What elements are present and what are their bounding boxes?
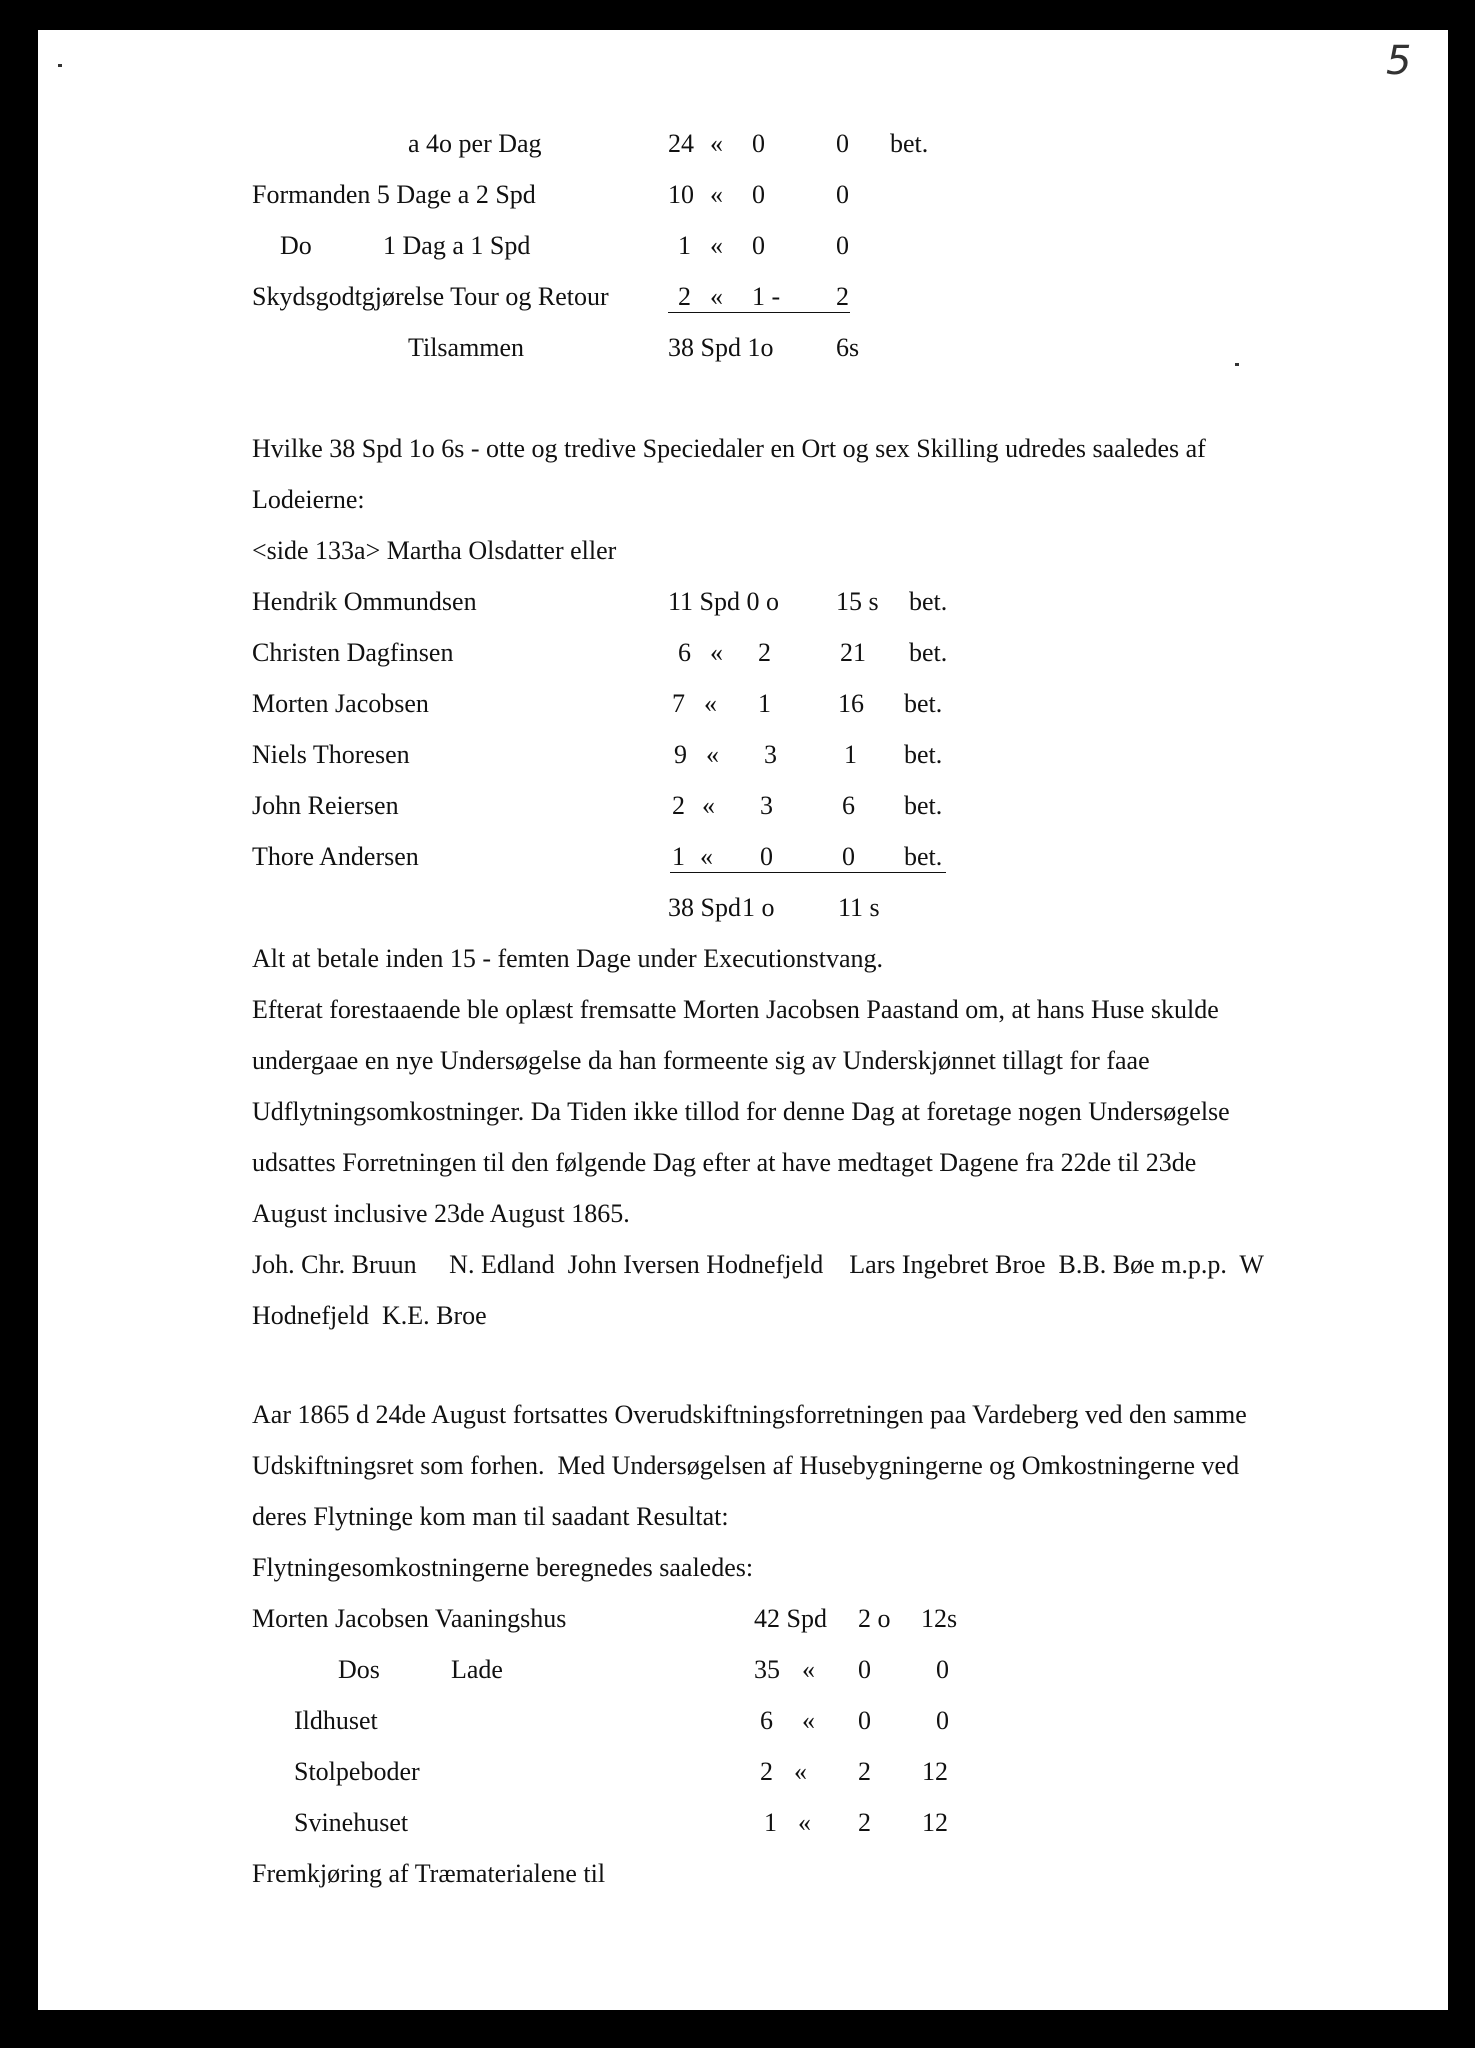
cost-c1: 1 — [764, 1808, 777, 1837]
owners-total-c3: 11 s — [838, 893, 880, 922]
cost-c1: 42 Spd — [754, 1604, 827, 1633]
cost-c4: 0 — [936, 1655, 949, 1684]
cost-c4: 12s — [921, 1604, 958, 1633]
owner-note: bet. — [909, 587, 948, 616]
wages-c3: 0 — [752, 231, 765, 260]
wages-c1: 10 — [668, 180, 694, 209]
text-line: <side 133a> Martha Olsdatter eller — [252, 536, 617, 565]
wages-label: Formanden 5 Dage a 2 Spd — [252, 180, 536, 209]
cost-label: Svinehuset — [294, 1808, 409, 1837]
owner-c3: 6 — [842, 791, 855, 820]
text-line: deres Flytninge kom man til saadant Resultat: — [252, 1502, 729, 1531]
document-page — [38, 30, 1448, 2010]
owner-c2: « — [706, 740, 719, 769]
cost-c4: 12 — [922, 1757, 948, 1786]
cost-c2: « — [798, 1808, 811, 1837]
owner-c3: 16 — [838, 689, 864, 718]
wages-c4: 0 — [836, 180, 849, 209]
wages-c1: 1 — [678, 231, 691, 260]
owner-c2: « — [702, 791, 715, 820]
cost-c2: « — [794, 1757, 807, 1786]
owner-note: bet. — [904, 740, 943, 769]
owner-note: bet. — [904, 791, 943, 820]
text-line: Flytningesomkostningerne beregnedes saaledes: — [252, 1553, 754, 1582]
owner-c1: 2 — [672, 791, 685, 820]
wages-c2: « — [710, 282, 723, 311]
cost-c1: 35 — [754, 1655, 780, 1684]
owners-total-c2: 1 o — [742, 893, 775, 922]
wages-note: bet. — [890, 129, 929, 158]
wages-c4: 2 — [836, 282, 849, 311]
cost-label: Lade — [451, 1655, 503, 1684]
wages-label: a 4o per Dag — [408, 129, 542, 158]
owner-name: Thore Andersen — [252, 842, 419, 871]
wages-c1: 2 — [678, 282, 691, 311]
wages-label-ditto: Do — [280, 231, 312, 260]
page-number: 5 — [1386, 38, 1412, 84]
cost-c1: 2 — [760, 1757, 773, 1786]
wages-c4: 0 — [836, 231, 849, 260]
owner-c1: 7 — [672, 689, 685, 718]
text-line: August inclusive 23de August 1865. — [252, 1199, 630, 1228]
owner-c3a: 2 — [758, 638, 771, 667]
owner-name: Hendrik Ommundsen — [252, 587, 477, 616]
wages-c1: 24 — [668, 129, 694, 158]
text-line: Hvilke 38 Spd 1o 6s - otte og tredive Speciedaler en Ort og sex Skilling udredes saaledes af — [252, 434, 1206, 463]
wages-label: Skydsgodtgjørelse Tour og Retour — [252, 282, 609, 311]
owner-c3a: 0 — [760, 842, 773, 871]
owner-c1: 11 Spd 0 o — [668, 587, 779, 616]
wages-c3: 0 — [752, 180, 765, 209]
text-line: udsattes Forretningen til den følgende Dag efter at have medtaget Dagene fra 22de til 23de — [252, 1148, 1197, 1177]
owner-c3a: 1 — [758, 689, 771, 718]
cost-c4: 0 — [936, 1706, 949, 1735]
cost-c2: « — [802, 1655, 815, 1684]
text-line: Aar 1865 d 24de August fortsattes Overudskiftningsforretningen paa Vardeberg ved den samme — [252, 1400, 1247, 1429]
cost-c1: 6 — [760, 1706, 773, 1735]
text-line: Lodeierne: — [252, 485, 365, 514]
cost-c3: 2 — [858, 1808, 871, 1837]
owner-c1: 9 — [674, 740, 687, 769]
wages-c2: « — [710, 180, 723, 209]
text-line: Fremkjøring af Træmaterialene til — [252, 1859, 606, 1888]
wages-c2: « — [710, 231, 723, 260]
text-line: Udflytningsomkostninger. Da Tiden ikke tillod for denne Dag at foretage nogen Undersøgelse — [252, 1097, 1230, 1126]
owner-name: Morten Jacobsen — [252, 689, 429, 718]
text-line: Efterat forestaaende ble oplæst fremsatte Morten Jacobsen Paastand om, at hans Huse skulde — [252, 995, 1219, 1024]
owner-c3: 1 — [844, 740, 857, 769]
wages-c4: 0 — [836, 129, 849, 158]
owner-c3: 0 — [842, 842, 855, 871]
cost-label-ditto: Dos — [338, 1655, 380, 1684]
sum-underline — [668, 312, 850, 313]
wages-c3: 0 — [752, 129, 765, 158]
owner-c1: 1 — [672, 842, 685, 871]
wages-c2: « — [710, 129, 723, 158]
signatures-line: Hodnefjeld K.E. Broe — [252, 1301, 487, 1330]
owner-c2: « — [700, 842, 713, 871]
owner-name: Niels Thoresen — [252, 740, 410, 769]
wages-c4: 6s — [836, 333, 860, 362]
cost-c3: 0 — [858, 1706, 871, 1735]
wages-label: 1 Dag a 1 Spd — [383, 231, 531, 260]
wages-c3: 1 - — [752, 282, 781, 311]
owner-c3a: 3 — [764, 740, 777, 769]
owner-c2: « — [704, 689, 717, 718]
text-line: Alt at betale inden 15 - femten Dage under Executionstvang. — [252, 944, 884, 973]
owner-c3: 15 s — [836, 587, 879, 616]
cost-c3: 0 — [858, 1655, 871, 1684]
owner-note: bet. — [904, 689, 943, 718]
cost-c3: 2 — [858, 1757, 871, 1786]
cost-c2: « — [802, 1706, 815, 1735]
owner-c1: 6 — [678, 638, 691, 667]
owner-c3a: 3 — [760, 791, 773, 820]
cost-label: Stolpeboder — [294, 1757, 420, 1786]
scan-speck — [58, 64, 62, 67]
signatures-line: Joh. Chr. Bruun N. Edland John Iversen Hodnefjeld Lars Ingebret Broe B.B. Bøe m.p.p. W — [252, 1250, 1264, 1279]
cost-c3: 2 o — [858, 1604, 891, 1633]
text-line: undergaae en nye Undersøgelse da han formeente sig av Underskjønnet tillagt for faae — [252, 1046, 1150, 1075]
text-line: Udskiftningsret som forhen. Med Undersøgelsen af Husebygningerne og Omkostningerne ved — [252, 1451, 1240, 1480]
wages-c1: 38 Spd 1o — [668, 333, 774, 362]
cost-label: Morten Jacobsen Vaaningshus — [252, 1604, 567, 1633]
scan-speck — [1235, 363, 1239, 366]
wages-label: Tilsammen — [408, 333, 525, 362]
cost-label: Ildhuset — [294, 1706, 378, 1735]
owner-note: bet. — [909, 638, 948, 667]
owner-c2: « — [710, 638, 723, 667]
owners-total-c1: 38 Spd — [668, 893, 741, 922]
owner-name: John Reiersen — [252, 791, 399, 820]
owner-note: bet. — [904, 842, 943, 871]
owner-c3: 21 — [840, 638, 866, 667]
sum-underline — [670, 872, 946, 873]
owner-name: Christen Dagfinsen — [252, 638, 454, 667]
cost-c4: 12 — [922, 1808, 948, 1837]
